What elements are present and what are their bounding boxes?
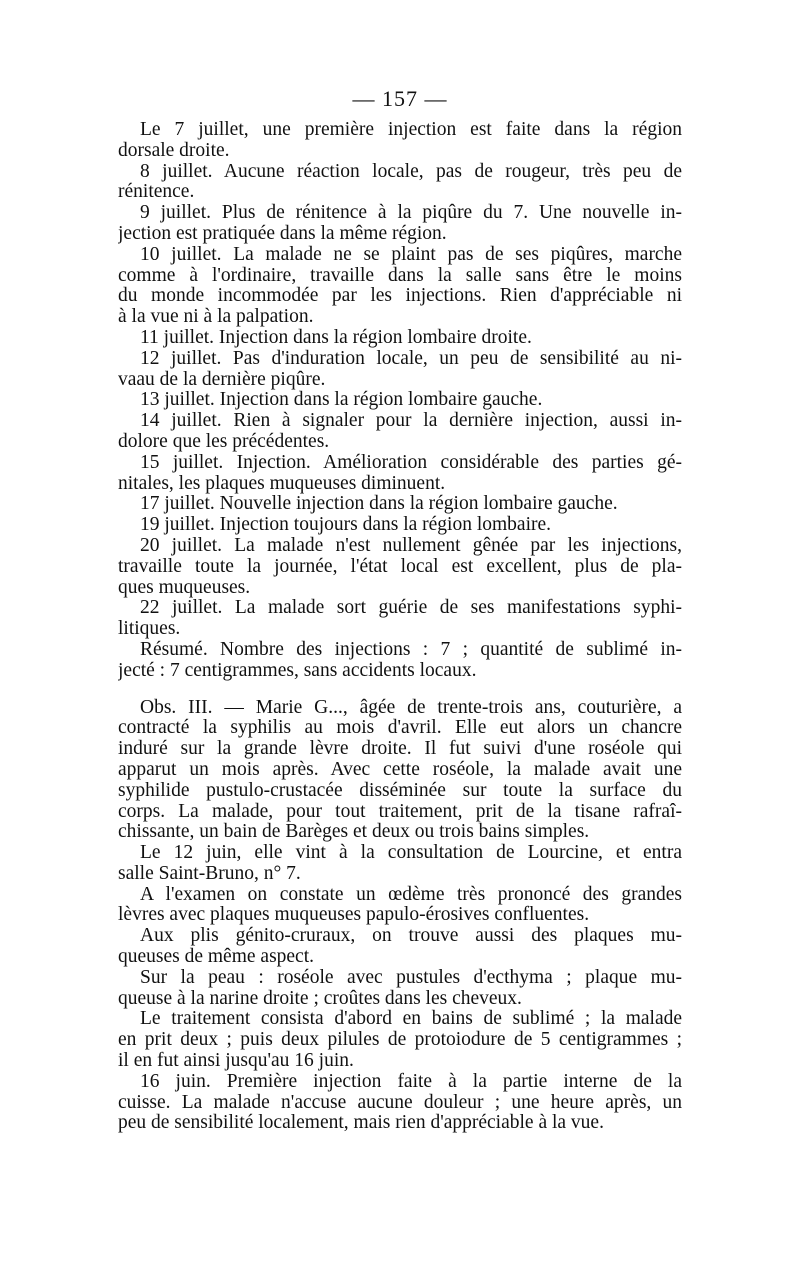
text-line: rénitence. xyxy=(118,182,195,203)
text-line: 10 juillet. La malade ne se plaint pas de ses piqûres, marche xyxy=(140,244,682,265)
paragraph xyxy=(118,1072,682,1134)
paragraph xyxy=(118,515,682,536)
paragraph xyxy=(118,926,682,968)
text-line: dorsale droite. xyxy=(118,140,230,161)
paragraph xyxy=(118,245,682,328)
text-line: 12 juillet. Pas d'induration locale, un peu de sensibilité au ni- xyxy=(140,348,682,369)
text-line: 20 juillet. La malade n'est nullement gênée par les injections, xyxy=(140,535,682,556)
text-line: Aux plis génito-cruraux, on trouve aussi des plaques mu- xyxy=(140,926,682,947)
text-line: corps. La malade, pour tout traitement, prit de la tisane rafraî- xyxy=(118,801,682,822)
body-text xyxy=(118,120,682,1134)
text-line: induré sur la grande lèvre droite. Il fut suivi d'une roséole qui xyxy=(118,739,682,760)
paragraph xyxy=(118,411,682,453)
text-line: 9 juillet. Plus de rénitence à la piqûre du 7. Une nouvelle in- xyxy=(140,203,682,224)
text-line: 22 juillet. La malade sort guérie de ses manifestations syphi- xyxy=(140,598,682,619)
paragraph xyxy=(118,390,682,411)
text-line: 15 juillet. Injection. Amélioration considérable des parties gé- xyxy=(140,452,682,473)
paragraph xyxy=(118,494,682,515)
text-line: du monde incommodée par les injections. Rien d'appréciable ni xyxy=(118,286,682,307)
text-line: jecté : 7 centigrammes, sans accidents locaux. xyxy=(118,660,477,681)
paragraph xyxy=(118,843,682,885)
paragraph xyxy=(118,598,682,640)
text-line: 13 juillet. Injection dans la région lombaire gauche. xyxy=(140,390,543,411)
text-line: il en fut ainsi jusqu'au 16 juin. xyxy=(118,1051,354,1072)
text-line: contracté la syphilis au mois d'avril. Elle eut alors un chancre xyxy=(118,718,682,739)
text-line: Résumé. Nombre des injections : 7 ; quantité de sublimé in- xyxy=(140,639,682,660)
text-line: Le 12 juin, elle vint à la consultation de Lourcine, et entra xyxy=(140,843,682,864)
paragraph xyxy=(118,328,682,349)
paragraph xyxy=(118,885,682,927)
page-number: — 157 — xyxy=(352,86,448,111)
text-line: queuses de même aspect. xyxy=(118,947,315,968)
text-line: 8 juillet. Aucune réaction locale, pas de rougeur, très peu de xyxy=(140,161,682,182)
text-line: queuse à la narine droite ; croûtes dans les cheveux. xyxy=(118,988,522,1009)
paragraph xyxy=(118,162,682,204)
paragraph xyxy=(118,640,682,682)
paragraph xyxy=(118,349,682,391)
text-line: litiques. xyxy=(118,619,181,640)
text-line: Le traitement consista d'abord en bains de sublimé ; la malade xyxy=(140,1009,682,1030)
paragraph xyxy=(118,120,682,162)
text-line: 17 juillet. Nouvelle injection dans la région lombaire gauche. xyxy=(140,494,618,515)
section-gap xyxy=(118,682,682,698)
text-line: travaille toute la journée, l'état local est excellent, plus de pla- xyxy=(118,556,682,577)
paragraph xyxy=(118,698,682,844)
text-line: à la vue ni à la palpation. xyxy=(118,307,314,328)
text-line: syphilide pustulo-crustacée disséminée sur toute la surface du xyxy=(118,780,682,801)
text-line: jection est pratiquée dans la même région. xyxy=(118,223,447,244)
text-line: lèvres avec plaques muqueuses papulo-érosives confluentes. xyxy=(118,905,590,926)
paragraph xyxy=(118,536,682,598)
text-line: comme à l'ordinaire, travaille dans la salle sans être le moins xyxy=(118,265,682,286)
paragraph xyxy=(118,453,682,495)
paragraph xyxy=(118,203,682,245)
text-line: chissante, un bain de Barèges et deux ou trois bains simples. xyxy=(118,822,590,843)
text-line: peu de sensibilité localement, mais rien d'appréciable à la vue. xyxy=(118,1113,604,1134)
text-line: nitales, les plaques muqueuses diminuent. xyxy=(118,473,446,494)
paragraph xyxy=(118,968,682,1010)
text-line: Le 7 juillet, une première injection est faite dans la région xyxy=(140,120,682,140)
text-line: A l'examen on constate un œdème très prononcé des grandes xyxy=(140,884,682,905)
text-line: dolore que les précédentes. xyxy=(118,431,330,452)
text-line: apparut un mois après. Avec cette roséole, la malade avait une xyxy=(118,759,682,780)
text-line: 16 juin. Première injection faite à la partie interne de la xyxy=(140,1071,682,1092)
text-line: 19 juillet. Injection toujours dans la région lombaire. xyxy=(140,515,552,536)
text-line: en prit deux ; puis deux pilules de protoiodure de 5 centigrammes ; xyxy=(118,1030,682,1051)
text-line: Sur la peau : roséole avec pustules d'ecthyma ; plaque mu- xyxy=(140,967,682,988)
text-line: salle Saint-Bruno, n° 7. xyxy=(118,863,301,884)
text-line: vaau de la dernière piqûre. xyxy=(118,369,326,390)
paragraph xyxy=(118,1009,682,1071)
text-line: Obs. III. — Marie G..., âgée de trente-trois ans, couturière, a xyxy=(140,697,682,718)
text-line: cuisse. La malade n'accuse aucune douleur ; une heure après, un xyxy=(118,1092,682,1113)
text-line: ques muqueuses. xyxy=(118,577,251,598)
text-line: 14 juillet. Rien à signaler pour la dernière injection, aussi in- xyxy=(140,411,682,432)
text-line: 11 juillet. Injection dans la région lombaire droite. xyxy=(140,327,532,348)
